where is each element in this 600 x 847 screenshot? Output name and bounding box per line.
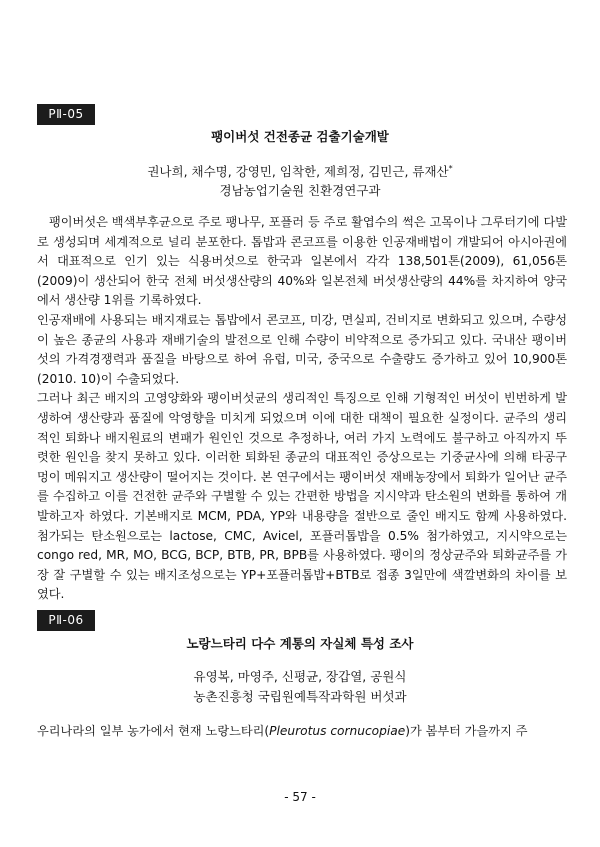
species-name: Pleurotus cornucopiae	[269, 724, 406, 738]
author-names: 권나희, 채수명, 강영민, 임착한, 제희정, 김민근, 류재산	[147, 164, 449, 179]
paragraph: 그러나 최근 배지의 고영양화와 팽이버섯균의 생리적인 특징으로 인해 기형적인 버섯이 빈번하게 발생하여 생산량과 품질에 악영향을 미치게 되었으며 이에 대한 대책이 필요한 실정이다. 균주의 생리적인 퇴화나 배지원료의 변패가 원인인 것으로 추정하나, 여러 가지 노력에도 불구하고 아직까지 뚜렷한 원인을 찾지 못하고 있다. 이러한 퇴화된 종균의 대표적인 증상으로는 기중균사에 의해 타공구멍이 메워지고 생산량이 떨어지는 것이다. 본 연구에서는 팽이버섯 재배농장에서 퇴화가 일어난 균주를 수집하고 이를 건전한 균주와 구별할 수 있는 간편한 방법을 지시약과 탄소원의 변화를 통하여 개발하고자 하였다. 기본배지로 MCM, PDA, YP와 내용량을 절반으로 줄인 배지도 함께 사용하였다. 첨가되는 탄소원으로는 lactose, CMC, Avicel, 포플러톱밥을 0.5% 첨가하였고, 지시약으로는 congo red, MR, MO, BCG, BCP, BTB, PR, BPB를 사용하였다. 팽이의 정상균주와 퇴화균주를 가장 잘 구별할 수 있는 배지조성으로는 YP+포플러톱밥+BTB로 접종 3일만에 색깔변화의 차이를 보였다.	[37, 391, 567, 602]
section-code-badge: PⅡ-06	[37, 610, 95, 631]
corresponding-author-mark: *	[448, 163, 453, 173]
section-title: 팽이버섯 건전종균 검출기술개발	[211, 129, 389, 144]
author-list	[0, 162, 600, 180]
intro-text: 우리나라의 일부 농가에서 현재 노랑느타리(	[37, 724, 270, 738]
affiliation: 경남농업기술원 친환경연구과	[219, 183, 381, 198]
section-title: 노랑느타리 다수 계통의 자실체 특성 조사	[186, 636, 414, 651]
paragraph: 팽이버섯은 백색부후균으로 주로 팽나무, 포플러 등 주로 활엽수의 썩은 고목이나 그루터기에 다발로 생성되며 세계적으로 널리 분포한다. 톱밥과 콘코프를 이용한 인공재배법이 개발되어 아시아권에서 대표적으로 인기 있는 식용버섯으로 한국과 일본에서 각각 138,501톤(2009), 61,056톤(2009)이 생산되어 한국 전체 버섯생산량의 40%와 일본전체 버섯생산량의 44%를 차지하여 양국에서 생산량 1위를 기록하였다.	[37, 215, 567, 308]
affiliation: 농촌진흥청 국립원예특작과학원 버섯과	[193, 689, 407, 704]
section-code-badge: PⅡ-05	[37, 104, 95, 125]
page-number: - 57 -	[284, 790, 316, 804]
paragraph: 인공재배에 사용되는 배지재료는 톱밥에서 콘코프, 미강, 면실피, 건비지로 변화되고 있으며, 수량성이 높은 종균의 사용과 재배기술의 발전으로 인해 수량이 비약적으로 증가되고 있다. 국내산 팽이버섯의 가격경쟁력과 품질을 바탕으로 하여 유럽, 미국, 중국으로 수출량도 증가하고 있어 10,900톤(2010. 10)이 수출되었다.	[37, 312, 567, 386]
abstract-body	[37, 213, 567, 605]
author-list: 유영복, 마영주, 신평균, 장갑열, 공원식	[193, 669, 407, 684]
abstract-body	[37, 722, 567, 742]
intro-text: )가 봄부터 가을까지 주	[405, 724, 528, 738]
